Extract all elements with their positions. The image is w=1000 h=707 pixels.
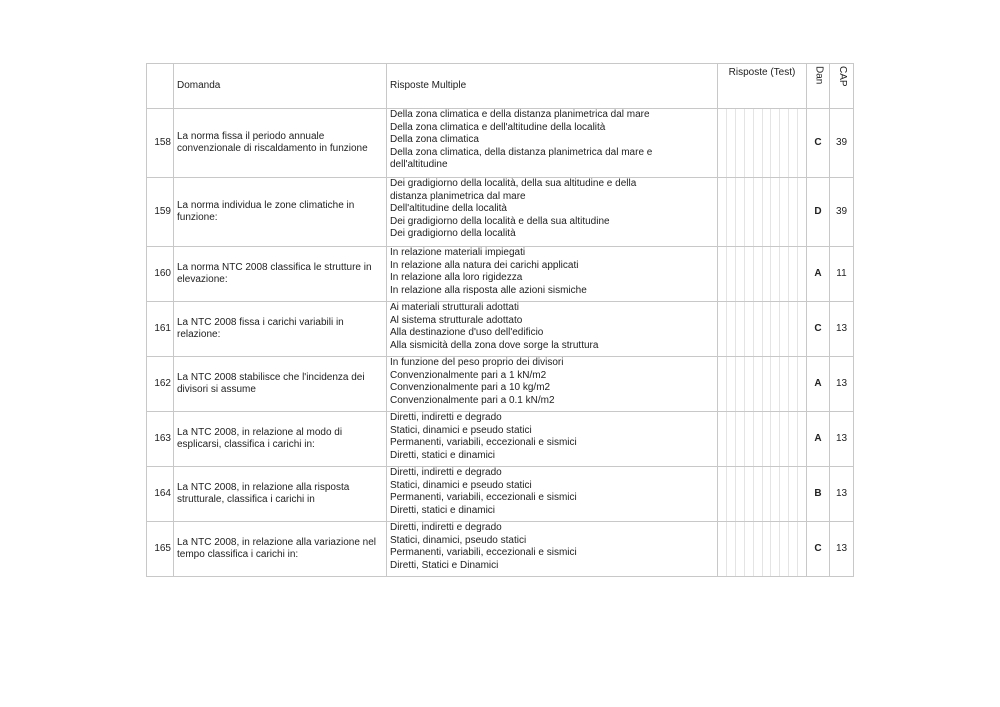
answer-option-line: Permanenti, variabili, eccezionali e sismici (390, 492, 577, 503)
test-answer-slot (798, 522, 806, 576)
answer-options (387, 247, 718, 302)
test-answer-slot (763, 357, 772, 411)
correct-answer: D (807, 178, 830, 247)
test-answer-slot (798, 412, 806, 466)
quiz-table-sheet (146, 63, 853, 577)
correct-answer: A (807, 412, 830, 467)
test-answer-slot (789, 412, 798, 466)
answer-option-line: Della zona climatica (390, 134, 479, 145)
question-rows (147, 109, 854, 577)
test-answer-slot (763, 522, 772, 576)
test-answer-slot (763, 467, 772, 521)
test-answer-slot (718, 109, 727, 177)
question-text: La NTC 2008 stabilisce che l'incidenza dei divisori si assume (174, 357, 387, 412)
answer-option-line: Dell'altitudine della località (390, 203, 507, 214)
test-answer-slot (736, 109, 745, 177)
answer-option-line: Diretti, indiretti e degrado (390, 522, 502, 533)
test-answer-slot (780, 178, 789, 246)
test-answer-slot (727, 178, 736, 246)
question-number: 163 (147, 412, 174, 467)
test-answer-slot (754, 178, 763, 246)
test-answer-slot (727, 522, 736, 576)
test-answer-cells (718, 109, 807, 178)
test-answer-slot (754, 109, 763, 177)
chapter-number: 39 (830, 178, 854, 247)
answer-option-line: Statici, dinamici, pseudo statici (390, 534, 527, 546)
test-answer-cells (718, 357, 807, 412)
test-answer-slot (771, 247, 780, 301)
test-answer-slot (736, 467, 745, 521)
answer-option-line: Alla destinazione d'uso dell'edificio (390, 327, 544, 338)
test-answer-slot (736, 247, 745, 301)
correct-answer: A (807, 357, 830, 412)
question-row (147, 178, 854, 247)
correct-answer: A (807, 247, 830, 302)
answer-option-line: In relazione alla risposta alle azioni sismiche (390, 284, 587, 296)
answer-option-line: Della zona climatica e dell'altitudine della località (390, 121, 606, 133)
test-answer-slot (798, 467, 806, 521)
test-answer-slot (780, 247, 789, 301)
correct-answer: C (807, 522, 830, 577)
test-answer-slot (780, 467, 789, 521)
question-number: 159 (147, 178, 174, 247)
answer-options (387, 302, 718, 357)
answer-option-line: Permanenti, variabili, eccezionali e sismici (390, 547, 577, 558)
header-cap-label: CAP (836, 66, 848, 87)
header-dan (807, 64, 830, 109)
question-row (147, 302, 854, 357)
test-answer-slot (754, 302, 763, 356)
test-answer-slot (763, 302, 772, 356)
test-answer-slot (763, 412, 772, 466)
correct-answer: C (807, 302, 830, 357)
test-answer-slot (780, 357, 789, 411)
test-answer-slot (771, 109, 780, 177)
test-answer-slot (771, 178, 780, 246)
answer-options (387, 522, 718, 577)
answer-option-line: Della zona climatica, della distanza planimetrica dal mare e (390, 146, 653, 158)
answer-option-line: Diretti, statici e dinamici (390, 504, 496, 516)
answer-options (387, 178, 718, 247)
header-row (147, 64, 854, 109)
test-answer-slot (763, 109, 772, 177)
answer-option-line: Statici, dinamici e pseudo statici (390, 424, 532, 436)
test-answer-slot (789, 178, 798, 246)
answer-option-line: dell'altitudine (390, 159, 448, 170)
correct-answer: B (807, 467, 830, 522)
answer-option-line: Convenzionalmente pari a 0.1 kN/m2 (390, 394, 555, 406)
test-answer-slot (754, 412, 763, 466)
test-answer-slot (745, 522, 754, 576)
test-answer-slot (780, 412, 789, 466)
answer-option-line: In relazione alla natura dei carichi applicati (390, 259, 579, 271)
test-answer-cells (718, 467, 807, 522)
question-text: La NTC 2008 fissa i carichi variabili in relazione: (174, 302, 387, 357)
test-answer-slot (727, 109, 736, 177)
test-answer-slot (780, 522, 789, 576)
test-answer-slot (718, 467, 727, 521)
test-answer-cells (718, 522, 807, 577)
test-answer-slot (727, 357, 736, 411)
chapter-number: 13 (830, 357, 854, 412)
answer-option-line: Convenzionalmente pari a 10 kg/m2 (390, 382, 551, 393)
test-answer-slot (754, 357, 763, 411)
answer-option-line: Ai materiali strutturali adottati (390, 302, 519, 313)
test-answer-slot (727, 247, 736, 301)
test-answer-slot (718, 302, 727, 356)
test-answer-cells (718, 302, 807, 357)
question-text: La norma NTC 2008 classifica le strutture in elevazione: (174, 247, 387, 302)
test-answer-slot (771, 522, 780, 576)
test-answer-slot (771, 357, 780, 411)
header-risposte-multiple: Risposte Multiple (387, 64, 718, 109)
test-answer-slot (798, 302, 806, 356)
test-answer-cells (718, 178, 807, 247)
test-answer-slot (727, 412, 736, 466)
test-answer-slot (789, 522, 798, 576)
question-text: La norma fissa il periodo annuale convenzionale di riscaldamento in funzione (174, 109, 387, 178)
test-answer-slot (789, 357, 798, 411)
question-row (147, 467, 854, 522)
chapter-number: 39 (830, 109, 854, 178)
question-row (147, 247, 854, 302)
test-answer-slot (789, 467, 798, 521)
answer-option-line: Dei gradigiorno della località (390, 228, 516, 239)
test-answer-slot (736, 302, 745, 356)
question-text: La norma individua le zone climatiche in funzione: (174, 178, 387, 247)
question-number: 162 (147, 357, 174, 412)
question-number: 164 (147, 467, 174, 522)
test-answer-slot (727, 302, 736, 356)
test-answer-slot (736, 178, 745, 246)
test-answer-slot (736, 522, 745, 576)
answer-option-line: Dei gradigiorno della località e della sua altitudine (390, 215, 610, 227)
answer-option-line: Diretti, indiretti e degrado (390, 412, 502, 423)
header-risposte-test: Risposte (Test) (718, 64, 807, 109)
answer-option-line: Convenzionalmente pari a 1 kN/m2 (390, 369, 547, 381)
answer-option-line: Permanenti, variabili, eccezionali e sismici (390, 437, 577, 448)
test-answer-slot (745, 109, 754, 177)
answer-option-line: Della zona climatica e della distanza planimetrica dal mare (390, 109, 650, 120)
test-answer-slot (745, 247, 754, 301)
question-row (147, 357, 854, 412)
test-answer-slot (745, 467, 754, 521)
chapter-number: 13 (830, 522, 854, 577)
answer-option-line: In relazione alla loro rigidezza (390, 272, 523, 283)
question-row (147, 412, 854, 467)
question-text: La NTC 2008, in relazione alla risposta strutturale, classifica i carichi in (174, 467, 387, 522)
test-answer-slot (745, 302, 754, 356)
quiz-table (146, 63, 854, 577)
question-number: 161 (147, 302, 174, 357)
test-answer-slot (754, 247, 763, 301)
test-answer-slot (789, 109, 798, 177)
header-cap (830, 64, 854, 109)
answer-option-line: Alla sismicità della zona dove sorge la struttura (390, 339, 599, 351)
answer-option-line: Diretti, indiretti e degrado (390, 467, 502, 478)
test-answer-slot (763, 178, 772, 246)
answer-option-line: distanza planimetrica dal mare (390, 190, 526, 202)
answer-option-line: Al sistema strutturale adottato (390, 314, 523, 326)
question-text: La NTC 2008, in relazione alla variazione nel tempo classifica i carichi in: (174, 522, 387, 577)
test-answer-slot (798, 178, 806, 246)
answer-options (387, 412, 718, 467)
chapter-number: 13 (830, 412, 854, 467)
question-number: 165 (147, 522, 174, 577)
test-answer-slot (727, 467, 736, 521)
header-domanda: Domanda (174, 64, 387, 109)
question-text: La NTC 2008, in relazione al modo di esplicarsi, classifica i carichi in: (174, 412, 387, 467)
answer-option-line: Diretti, statici e dinamici (390, 449, 496, 461)
answer-option-line: In relazione materiali impiegati (390, 247, 526, 258)
chapter-number: 11 (830, 247, 854, 302)
test-answer-slot (763, 247, 772, 301)
test-answer-cells (718, 247, 807, 302)
test-answer-slot (718, 357, 727, 411)
test-answer-cells (718, 412, 807, 467)
header-dan-label: Dan (813, 66, 825, 85)
test-answer-slot (780, 302, 789, 356)
answer-options (387, 109, 718, 178)
test-answer-slot (780, 109, 789, 177)
test-answer-slot (745, 178, 754, 246)
test-answer-slot (718, 178, 727, 246)
question-row (147, 109, 854, 178)
test-answer-slot (771, 412, 780, 466)
chapter-number: 13 (830, 467, 854, 522)
test-answer-slot (736, 412, 745, 466)
correct-answer: C (807, 109, 830, 178)
header-number (147, 64, 174, 109)
test-answer-slot (798, 357, 806, 411)
test-answer-slot (789, 302, 798, 356)
question-number: 160 (147, 247, 174, 302)
test-answer-slot (798, 109, 806, 177)
test-answer-slot (754, 522, 763, 576)
answer-option-line: Statici, dinamici e pseudo statici (390, 479, 532, 491)
answer-option-line: In funzione del peso proprio dei divisori (390, 357, 564, 368)
test-answer-slot (718, 247, 727, 301)
test-answer-slot (789, 247, 798, 301)
test-answer-slot (771, 467, 780, 521)
question-row (147, 522, 854, 577)
test-answer-slot (745, 357, 754, 411)
chapter-number: 13 (830, 302, 854, 357)
test-answer-slot (754, 467, 763, 521)
question-number: 158 (147, 109, 174, 178)
answer-option-line: Dei gradigiorno della località, della sua altitudine e della (390, 178, 637, 189)
test-answer-slot (798, 247, 806, 301)
test-answer-slot (745, 412, 754, 466)
test-answer-slot (718, 412, 727, 466)
answer-options (387, 357, 718, 412)
answer-option-line: Diretti, Statici e Dinamici (390, 559, 499, 571)
test-answer-slot (736, 357, 745, 411)
test-answer-slot (718, 522, 727, 576)
test-answer-slot (771, 302, 780, 356)
answer-options (387, 467, 718, 522)
